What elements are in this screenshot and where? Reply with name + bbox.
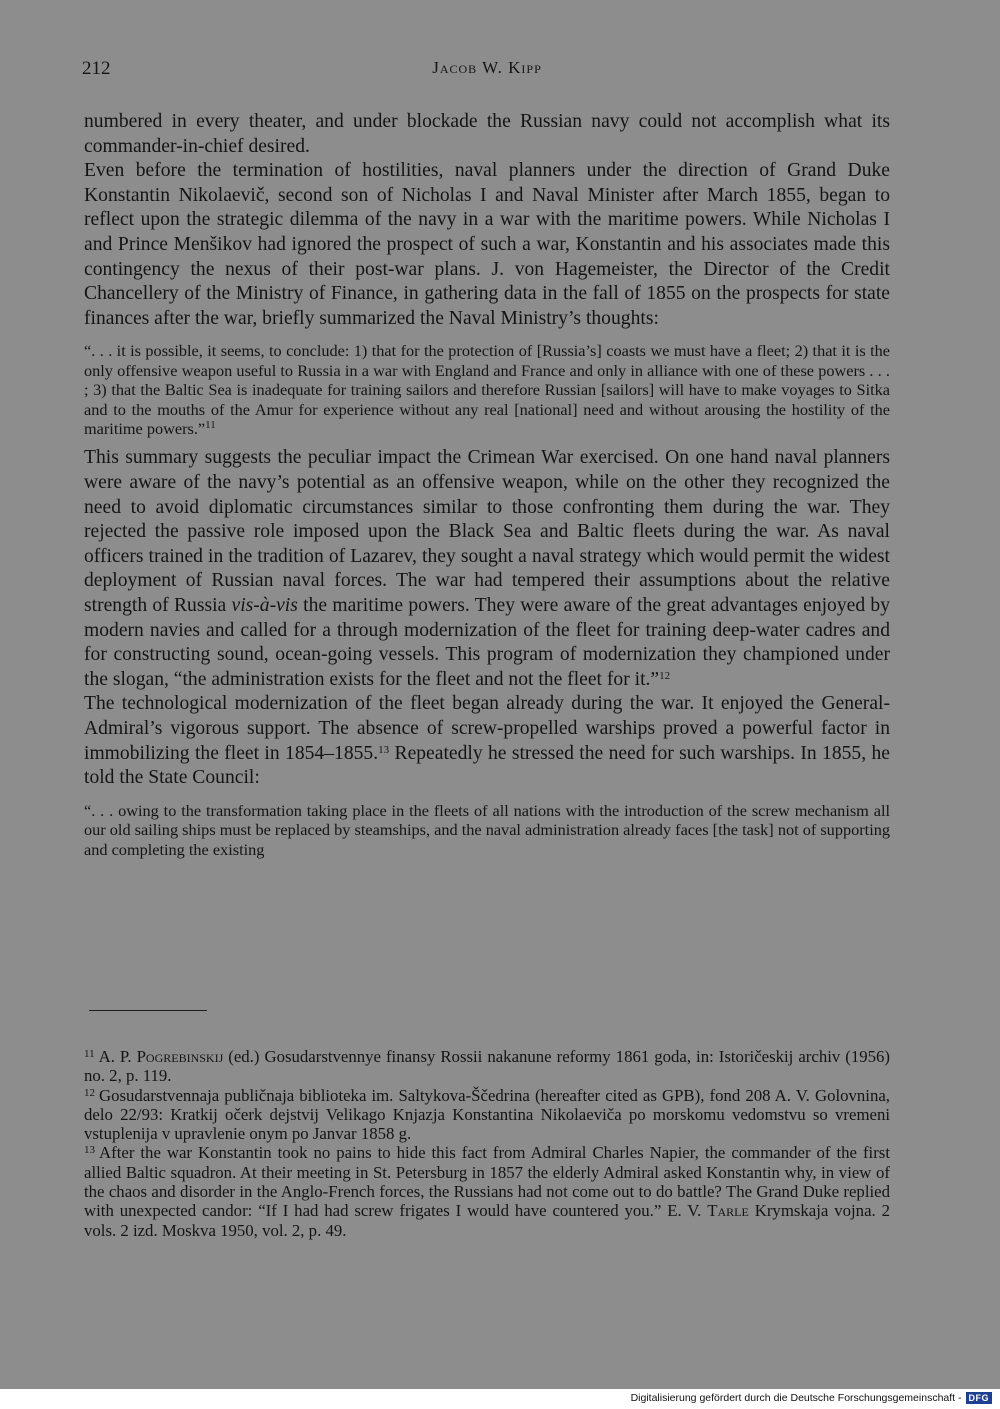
- footnote-author: Tarle: [707, 1201, 749, 1221]
- footnote-text: Gosudarstvennaja publičnaja biblioteka im. Saltykova-Ščedrina (hereafter cited as GPB), fond 208 A. V. Golovnina, delo 22/93: Kratkij očerk dejstvij Velikago Knjazja Konstantina Nikolaeviča po morskomu vedomstvu so vremeni vstuplenija v upravlenie onym po Janvar 1858 g.: [84, 1085, 890, 1144]
- footnote-ref-13: 13: [378, 743, 390, 756]
- footnotes: [84, 1047, 890, 1240]
- main-text: [84, 110, 890, 867]
- footnote-divider: [89, 1010, 207, 1011]
- footnote-text-tail: Krymskaja vojna. 2 vols. 2 izd. Moskva 1950, vol. 2, p. 49.: [84, 1201, 890, 1240]
- page-number: 212: [82, 58, 111, 79]
- footnote-number: 13: [84, 1144, 95, 1157]
- paragraph-3: [84, 446, 890, 692]
- block-quote-1: [84, 341, 890, 438]
- dfg-logo: DFG: [966, 1392, 993, 1404]
- footnote-13: [84, 1143, 890, 1239]
- block-quote-2: “. . . owing to the transformation taking place in the fleets of all nations with the introduction of the screw mechanism all our old sailing ships must be replaced by steamships, and the naval administration already faces [the task] not of supporting and completing the existing: [84, 800, 890, 859]
- footnote-number: 11: [84, 1048, 95, 1060]
- italic-term: vis-à-vis: [231, 594, 298, 616]
- footnote-ref-11: 11: [205, 418, 216, 431]
- digitization-footer: [631, 1392, 992, 1404]
- footnote-text: After the war Konstantin took no pains to hide this fact from Admiral Charles Napier, the commander of the first allied Baltic squadron. At their meeting in St. Petersburg in 1857 the elderly Admiral asked Konstantin why, in view of the chaos and disorder in the Anglo-French forces, the Russians had not come out to do battle? The Grand Duke replied with unexpected candor: “If I had had screw frigates I would have countered you.” E. V.: [84, 1143, 890, 1221]
- page-header: [82, 58, 892, 86]
- footer-credit: Digitalisierung gefördert durch die Deutsche Forschungsgemeinschaft -: [630, 1392, 962, 1404]
- footnote-text: (ed.) Gosudarstvennye finansy Rossii nakanune reformy 1861 goda, in: Istoričeskij archiv (1956) no. 2, p. 119.: [84, 1047, 891, 1086]
- running-head: Jacob W. Kipp: [432, 58, 542, 77]
- footnote-number: 12: [84, 1086, 95, 1099]
- footnote-12: [84, 1086, 890, 1144]
- footnote-author: A. P. Pogrebinskij: [98, 1047, 224, 1066]
- paragraph-4-text-cont: Repeatedly he stressed the need for such warships. In 1855, he told the State Council:: [84, 742, 890, 789]
- paragraph-2: Even before the termination of hostilities, naval planners under the direction of Grand Duke Konstantin Nikolaevič, second son of Nicholas I and Naval Minister after March 1855, began to reflect upon the strategic dilemma of the navy in a war with the maritime powers. While Nicholas I and Prince Menšikov had ignored the prospect of such a war, Konstantin and his associates made this contingency the nexus of their post-war plans. J. von Hagemeister, the Director of the Credit Chancellery of the Ministry of Finance, in gathering data in the fall of 1855 on the prospects for state finances after the war, briefly summarized the Naval Ministry’s thoughts:: [84, 160, 890, 329]
- footnote-ref-12: 12: [659, 669, 671, 682]
- paragraph-3-text: This summary suggests the peculiar impact the Crimean War exercised. On one hand naval planners were aware of the navy’s potential as an offensive weapon, while on the other they recognized the need to avoid diplomatic circumstances similar to those confronting them during the war. They rejected the passive role imposed upon the Black Sea and Baltic fleets during the war. As naval officers trained in the tradition of Lazarev, they sought a naval strategy which would permit the widest deployment of Russian naval forces. The war had tempered their assumptions about the relative strength of Russia: [84, 447, 890, 616]
- paragraph-4-text: The technological modernization of the fleet began already during the war. It enjoyed the General-Admiral’s vigorous support. The absence of screw-propelled warships proved a powerful factor in immobilizing the fleet in 1854–1855.: [84, 693, 890, 764]
- paragraph-4: [84, 692, 890, 790]
- footnote-11: [84, 1047, 890, 1086]
- paragraph-1: numbered in every theater, and under blockade the Russian navy could not accomplish what its commander-in-chief desired.: [84, 111, 890, 157]
- block-quote-1-text: “. . . it is possible, it seems, to conclude: 1) that for the protection of [Russia’s] coasts we must have a fleet; 2) that it is the only offensive weapon useful to Russia in a war with England and France and only in alliance with one of these powers . . . ; 3) that the Baltic Sea is inadequate for training sailors and therefore Russian [sailors] will have to make voyages to Sitka and to the mouths of the Amur for experience without any real [national] need and without arousing the hostility of the maritime powers.”: [84, 341, 890, 438]
- paragraph-3-text-cont: the maritime powers. They were aware of the great advantages enjoyed by modern navies and called for a through modernization of the fleet for training deep-water cadres and for constructing sound, ocean-going vessels. This program of modernization they championed under the slogan, “the administration exists for the fleet and not the fleet for it.”: [84, 594, 890, 690]
